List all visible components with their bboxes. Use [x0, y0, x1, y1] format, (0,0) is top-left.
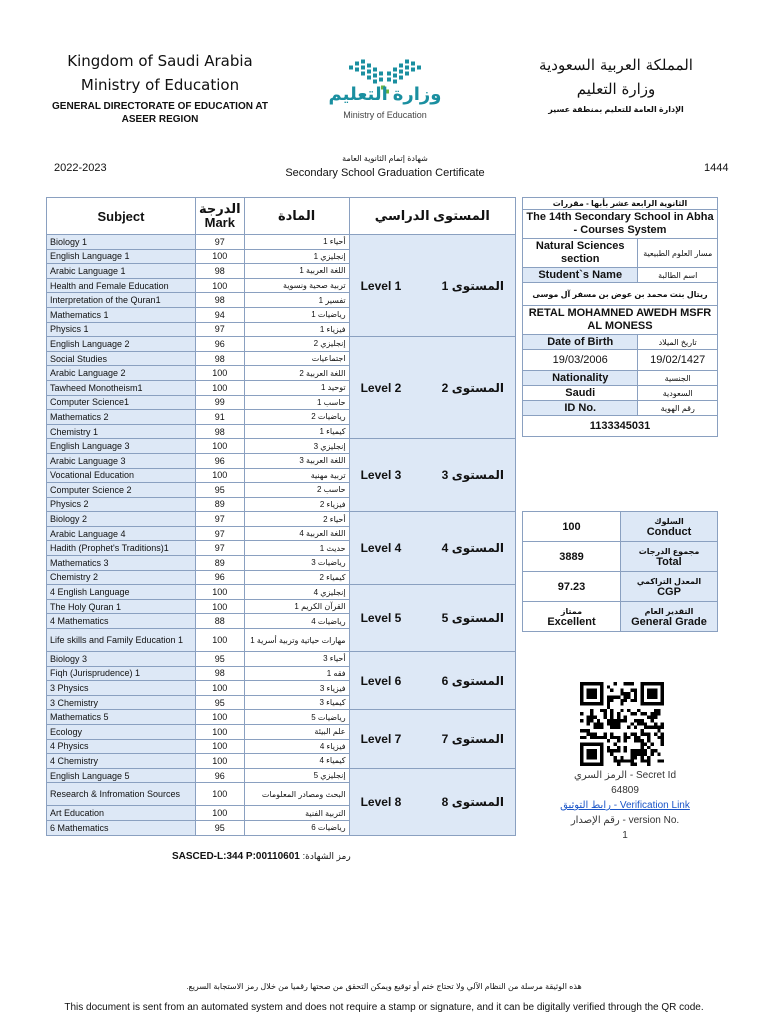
- subject-en: 4 Chemistry: [47, 754, 196, 769]
- subject-ar: كيمياء 3: [244, 695, 349, 710]
- subject-en: Social Studies: [47, 351, 196, 366]
- subject-mark: 100: [196, 783, 245, 806]
- verification-link[interactable]: رابط التوثيق - Verification Link: [560, 800, 690, 811]
- footer-note-ar: هذه الوثيقة مرسلة من النظام الآلي ولا تحتاج ختم أو توقيع ويمكن التحقق من صحتها رقميا من خلال رمز الاستجابة السريع.: [186, 982, 582, 991]
- subject-row: [47, 710, 516, 725]
- subject-mark: 95: [196, 695, 245, 710]
- subject-mark: 100: [196, 681, 245, 696]
- subject-en: Chemistry 2: [47, 570, 196, 585]
- certificate-title-ar: شهادة إتمام الثانوية العامة: [342, 154, 428, 163]
- subject-ar: فيزياء 1: [244, 322, 349, 337]
- cgp-value: 97.23: [523, 572, 621, 602]
- subject-en: Physics 1: [47, 322, 196, 337]
- grade-label-ar: التقدير العام: [644, 606, 694, 616]
- subject-en: Biology 2: [47, 512, 196, 527]
- subject-mark: 89: [196, 497, 245, 512]
- summary-table: [522, 511, 718, 632]
- subject-en: Mathematics 5: [47, 710, 196, 725]
- subject-mark: 96: [196, 453, 245, 468]
- nationality-en: Saudi: [523, 386, 638, 401]
- subject-mark: 97: [196, 322, 245, 337]
- subject-ar: إنجليزي 4: [244, 585, 349, 600]
- subject-ar: تربية صحية ونسوية: [244, 278, 349, 293]
- subject-ar: اللغة العربية 1: [244, 264, 349, 279]
- subject-ar: إنجليزي 3: [244, 439, 349, 454]
- subject-mark: 98: [196, 264, 245, 279]
- dob-label-en: Date of Birth: [523, 335, 638, 350]
- subject-en: 3 Chemistry: [47, 695, 196, 710]
- subject-ar: اجتماعيات: [244, 351, 349, 366]
- grades-table: [46, 197, 516, 836]
- level-en: Level 4: [360, 541, 402, 556]
- subject-en: Fiqh (Jurisprudence) 1: [47, 666, 196, 681]
- cgp-label-ar: المعدل التراكمي: [636, 576, 702, 586]
- header-mark-en: Mark: [204, 215, 235, 230]
- level-en: Level 3: [360, 468, 402, 483]
- subject-en: Mathematics 2: [47, 410, 196, 425]
- subject-ar: رياضيات 6: [244, 820, 349, 835]
- subject-en: Art Education: [47, 806, 196, 821]
- logo-text-en: Ministry of Education: [343, 110, 427, 120]
- grade-value: [523, 602, 621, 632]
- student-info-table: [522, 197, 718, 437]
- subject-en: 4 Physics: [47, 739, 196, 754]
- level-ar: المستوى 3: [441, 468, 504, 483]
- total-value: 3889: [523, 542, 621, 572]
- footer-note-en: This document is sent from an automated system and does not require a stamp or signature, and it can be digitally verified through the QR code.: [64, 1002, 704, 1013]
- subject-ar: إنجليزي 5: [244, 768, 349, 783]
- subject-mark: 100: [196, 629, 245, 652]
- subject-en: Tawheed Monotheism1: [47, 380, 196, 395]
- student-name-ar: ريتال بنت محمد بن عوض بن مسفر آل موسى: [523, 283, 718, 306]
- subject-row: [47, 585, 516, 600]
- subject-mark: 91: [196, 410, 245, 425]
- subject-ar: أحياء 2: [244, 512, 349, 527]
- nationality-label-en: Nationality: [523, 371, 638, 386]
- subject-en: Mathematics 3: [47, 556, 196, 571]
- subject-ar: رياضيات 1: [244, 307, 349, 322]
- subject-ar: رياضيات 2: [244, 410, 349, 425]
- header-level: المستوى الدراسي: [349, 198, 515, 235]
- subject-en: English Language 3: [47, 439, 196, 454]
- hijri-year: 1444: [704, 162, 729, 174]
- level-en: Level 7: [360, 732, 402, 747]
- subject-en: Biology 1: [47, 235, 196, 250]
- subject-mark: 97: [196, 235, 245, 250]
- subject-ar: فيزياء 4: [244, 739, 349, 754]
- conduct-label-ar: السلوك: [654, 516, 684, 526]
- certificate-code-en: SASCED-L:344 P:00110601: [172, 851, 300, 862]
- track-en: Natural Sciences section: [523, 239, 638, 268]
- level-cell: [349, 768, 515, 835]
- grades-body: [47, 235, 516, 836]
- level-cell: [349, 652, 515, 710]
- subject-mark: 96: [196, 337, 245, 352]
- track-ar: مسار العلوم الطبيعية: [638, 239, 718, 268]
- level-ar: المستوى 4: [441, 541, 504, 556]
- secret-id-value: 64809: [611, 785, 639, 796]
- student-name-en: RETAL MOHAMNED AWEDH MSFR AL MONESS: [523, 306, 718, 335]
- subject-ar: علم البيئة: [244, 725, 349, 740]
- subject-row: [47, 337, 516, 352]
- subject-ar: مهارات حياتية وتربية أسرية 1: [244, 629, 349, 652]
- subject-en: Chemistry 1: [47, 424, 196, 439]
- subject-mark: 98: [196, 666, 245, 681]
- subject-en: Computer Science 2: [47, 483, 196, 498]
- academic-year: 2022-2023: [54, 162, 107, 174]
- subject-ar: تفسير 1: [244, 293, 349, 308]
- version-value: 1: [622, 830, 628, 841]
- subject-mark: 99: [196, 395, 245, 410]
- subject-ar: إنجليزي 1: [244, 249, 349, 264]
- subject-ar: حديث 1: [244, 541, 349, 556]
- subject-row: [47, 235, 516, 250]
- logo-text-ar: وزارة التعليم: [328, 84, 442, 104]
- subject-mark: 100: [196, 725, 245, 740]
- subject-ar: رياضيات 3: [244, 556, 349, 571]
- subject-ar: اللغة العربية 3: [244, 453, 349, 468]
- subject-row: [47, 439, 516, 454]
- subject-mark: 88: [196, 614, 245, 629]
- subject-ar: حاسب 1: [244, 395, 349, 410]
- level-ar: المستوى 6: [441, 673, 504, 688]
- subject-mark: 97: [196, 541, 245, 556]
- level-cell: [349, 235, 515, 337]
- subject-en: Physics 2: [47, 497, 196, 512]
- level-cell: [349, 439, 515, 512]
- subject-mark: 98: [196, 424, 245, 439]
- header-country-ar: المملكة العربية السعودية: [539, 56, 693, 74]
- subject-en: Mathematics 1: [47, 307, 196, 322]
- subject-mark: 94: [196, 307, 245, 322]
- school-name-en: The 14th Secondary School in Abha - Courses System: [523, 210, 718, 239]
- subject-en: Research & Infromation Sources: [47, 783, 196, 806]
- subject-en: Hadith (Prophet's Traditions)1: [47, 541, 196, 556]
- name-label-ar: اسم الطالبة: [638, 268, 718, 283]
- qr-code[interactable]: [580, 682, 664, 766]
- subject-mark: 96: [196, 570, 245, 585]
- subject-ar: حاسب 2: [244, 483, 349, 498]
- subject-en: English Language 5: [47, 768, 196, 783]
- subject-mark: 100: [196, 806, 245, 821]
- subject-ar: التربية الفنية: [244, 806, 349, 821]
- subject-mark: 100: [196, 249, 245, 264]
- subject-ar: كيمياء 2: [244, 570, 349, 585]
- subject-mark: 100: [196, 710, 245, 725]
- level-en: Level 5: [360, 611, 402, 626]
- conduct-label-en: Conduct: [646, 525, 692, 538]
- subject-mark: 95: [196, 652, 245, 667]
- certificate-title-en: Secondary School Graduation Certificate: [285, 167, 485, 179]
- subject-mark: 95: [196, 820, 245, 835]
- level-en: Level 8: [360, 794, 402, 809]
- level-cell: [349, 710, 515, 768]
- level-en: Level 1: [360, 278, 402, 293]
- subject-ar: البحث ومصادر المعلومات: [244, 783, 349, 806]
- subject-mark: 97: [196, 512, 245, 527]
- cgp-label-en: CGP: [657, 585, 681, 598]
- subject-en: Ecology: [47, 725, 196, 740]
- subject-mark: 95: [196, 483, 245, 498]
- header-ministry-en: Ministry of Education: [80, 76, 240, 94]
- subject-en: Arabic Language 2: [47, 366, 196, 381]
- subject-mark: 96: [196, 768, 245, 783]
- subject-ar: كيمياء 4: [244, 754, 349, 769]
- header-subject: Subject: [47, 198, 196, 235]
- subject-en: Arabic Language 4: [47, 526, 196, 541]
- subject-en: The Holy Quran 1: [47, 599, 196, 614]
- version-label: رقم الإصدار - version No.: [570, 815, 680, 826]
- header-directorate-ar: الإدارة العامة للتعليم بمنطقة عسير: [548, 105, 684, 114]
- header-country-en: Kingdom of Saudi Arabia: [67, 52, 253, 70]
- subject-ar: أحياء 1: [244, 235, 349, 250]
- subject-mark: 98: [196, 351, 245, 366]
- total-label-ar: مجموع الدرجات: [638, 546, 700, 556]
- subject-mark: 97: [196, 526, 245, 541]
- level-ar: المستوى 5: [441, 611, 504, 626]
- level-cell: [349, 512, 515, 585]
- subject-en: Biology 3: [47, 652, 196, 667]
- subject-ar: أحياء 3: [244, 652, 349, 667]
- subject-mark: 100: [196, 468, 245, 483]
- level-ar: المستوى 1: [441, 278, 504, 293]
- verification-block: [540, 768, 710, 843]
- grade-value-en: Excellent: [547, 615, 596, 628]
- subject-mark: 100: [196, 439, 245, 454]
- subject-mark: 98: [196, 293, 245, 308]
- subject-row: [47, 768, 516, 783]
- cgp-label: [621, 572, 718, 602]
- level-en: Level 6: [360, 673, 402, 688]
- header-directorate-en: GENERAL DIRECTORATE OF EDUCATION AT ASEER REGION: [52, 101, 268, 125]
- dob-gregorian: 19/03/2006: [523, 350, 638, 371]
- subject-en: Arabic Language 3: [47, 453, 196, 468]
- grade-label-en: General Grade: [631, 615, 707, 628]
- total-label-en: Total: [656, 555, 682, 568]
- subject-en: Health and Female Education: [47, 278, 196, 293]
- subject-en: Vocational Education: [47, 468, 196, 483]
- header-mark: [196, 198, 245, 235]
- conduct-label: [621, 512, 718, 542]
- subject-ar: كيمياء 1: [244, 424, 349, 439]
- subject-ar: اللغة العربية 2: [244, 366, 349, 381]
- subject-ar: إنجليزي 2: [244, 337, 349, 352]
- subject-en: 6 Mathematics: [47, 820, 196, 835]
- header-ministry-ar: وزارة التعليم: [576, 80, 656, 98]
- subject-en: Life skills and Family Education 1: [47, 629, 196, 652]
- level-ar: المستوى 8: [441, 794, 504, 809]
- total-label: [621, 542, 718, 572]
- subject-ar: القرآن الكريم 1: [244, 599, 349, 614]
- level-ar: المستوى 7: [441, 732, 504, 747]
- subject-mark: 89: [196, 556, 245, 571]
- subject-en: 3 Physics: [47, 681, 196, 696]
- certificate-code: [172, 851, 351, 862]
- subject-mark: 100: [196, 278, 245, 293]
- subject-mark: 100: [196, 366, 245, 381]
- subject-mark: 100: [196, 739, 245, 754]
- level-ar: المستوى 2: [441, 380, 504, 395]
- subject-mark: 100: [196, 754, 245, 769]
- subject-en: 4 Mathematics: [47, 614, 196, 629]
- header-subject-ar: المادة: [244, 198, 349, 235]
- dob-hijri: 19/02/1427: [638, 350, 718, 371]
- level-cell: [349, 585, 515, 652]
- nationality-label-ar: الجنسية: [638, 371, 718, 386]
- subject-en: Computer Science1: [47, 395, 196, 410]
- nationality-ar: السعودية: [638, 386, 718, 401]
- level-cell: [349, 337, 515, 439]
- id-number: 1133345031: [523, 416, 718, 437]
- secret-id-label: الرمز السري - Secret Id: [574, 770, 676, 781]
- subject-row: [47, 652, 516, 667]
- subject-ar: تربية مهنية: [244, 468, 349, 483]
- subject-en: English Language 2: [47, 337, 196, 352]
- header-mark-ar: الدرجة: [199, 201, 241, 216]
- subject-row: [47, 512, 516, 527]
- dob-label-ar: تاريخ الميلاد: [638, 335, 718, 350]
- subject-ar: فيزياء 3: [244, 681, 349, 696]
- subject-ar: توحيد 1: [244, 380, 349, 395]
- subject-mark: 100: [196, 585, 245, 600]
- grade-value-ar: ممتاز: [560, 606, 583, 616]
- subject-en: Interpretation of the Quran1: [47, 293, 196, 308]
- subject-mark: 100: [196, 380, 245, 395]
- name-label-en: Student`s Name: [523, 268, 638, 283]
- school-name-ar: الثانوية الرابعة عشر بأبها - مقررات: [523, 198, 718, 210]
- subject-en: 4 English Language: [47, 585, 196, 600]
- subject-ar: فقه 1: [244, 666, 349, 681]
- id-label-en: ID No.: [523, 401, 638, 416]
- certificate-code-ar: رمز الشهادة:: [302, 851, 351, 861]
- subject-en: English Language 1: [47, 249, 196, 264]
- subject-ar: رياضيات 5: [244, 710, 349, 725]
- subject-ar: اللغة العربية 4: [244, 526, 349, 541]
- subject-mark: 100: [196, 599, 245, 614]
- grade-label: [621, 602, 718, 632]
- subject-en: Arabic Language 1: [47, 264, 196, 279]
- subject-ar: فيزياء 2: [244, 497, 349, 512]
- id-label-ar: رقم الهوية: [638, 401, 718, 416]
- level-en: Level 2: [360, 380, 402, 395]
- subject-ar: رياضيات 4: [244, 614, 349, 629]
- conduct-value: 100: [523, 512, 621, 542]
